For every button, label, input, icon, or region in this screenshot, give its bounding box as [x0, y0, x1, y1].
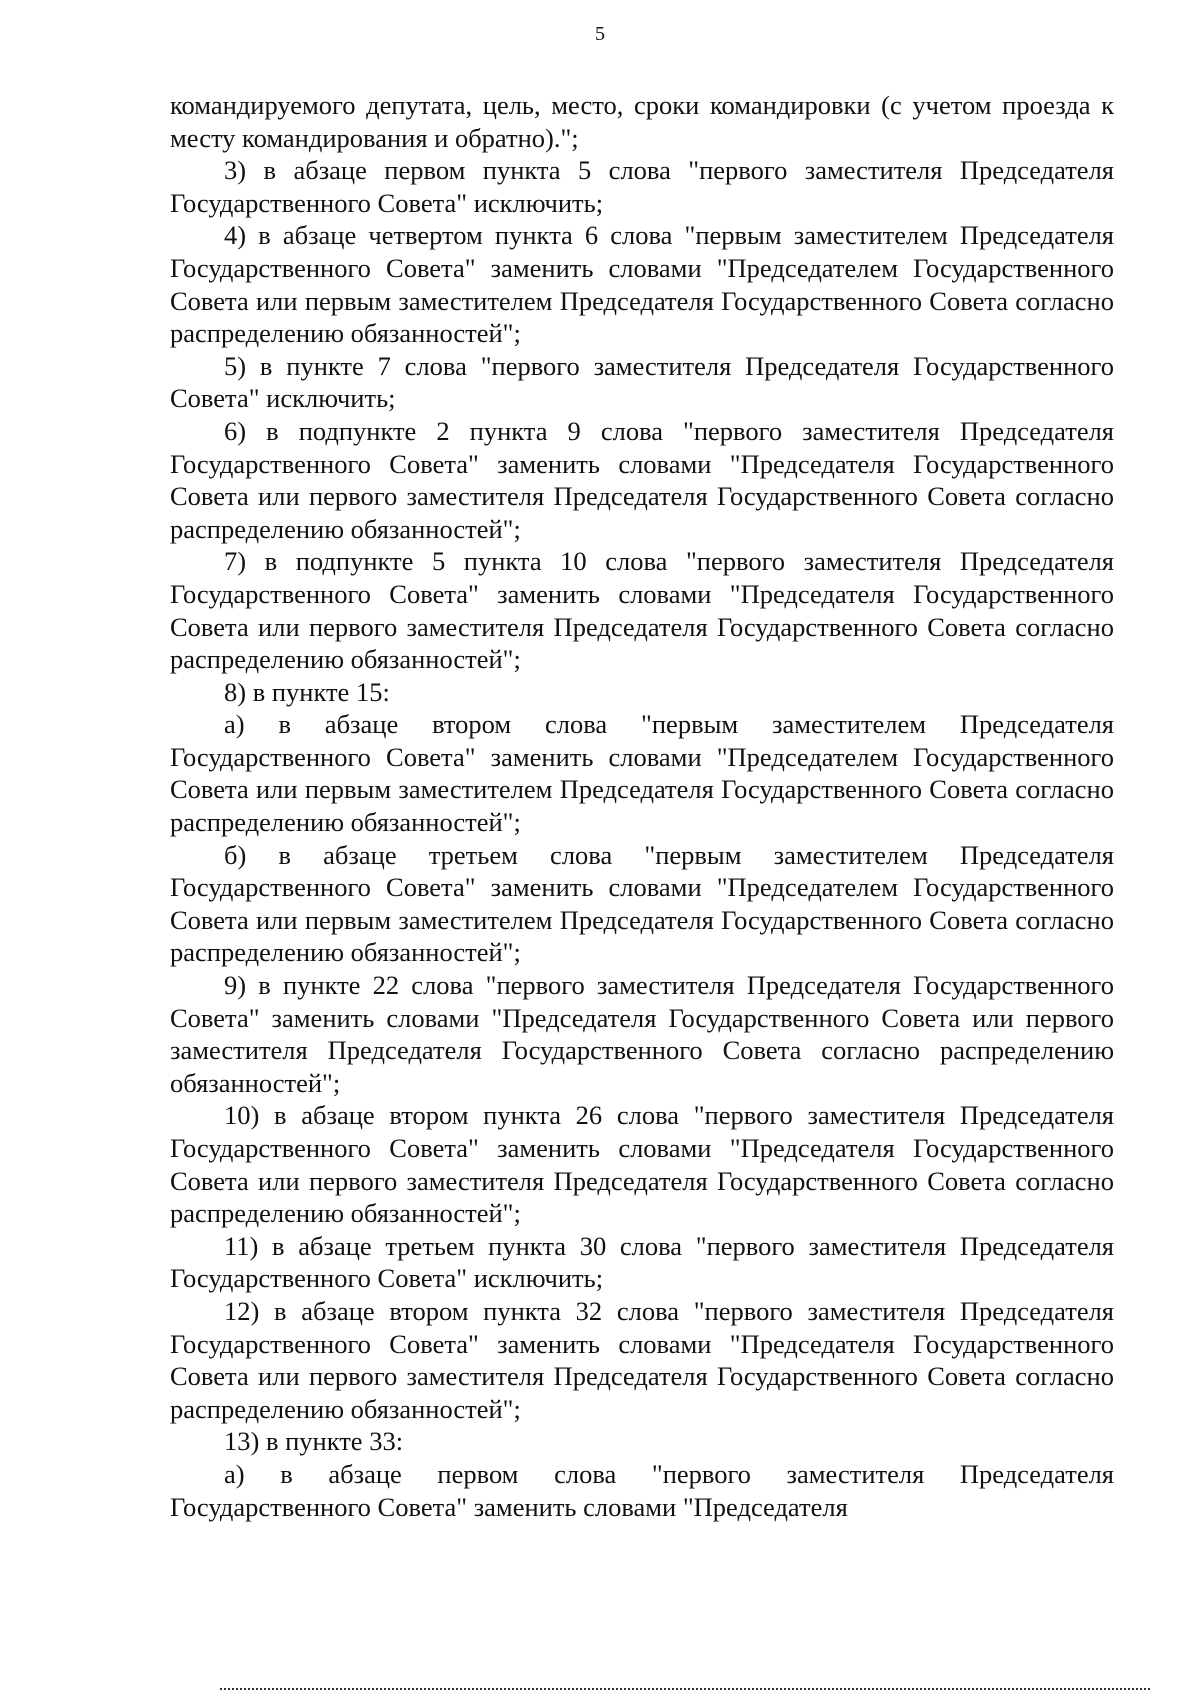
page-number: 5 — [595, 23, 605, 45]
paragraph-item-8a: а) в абзаце втором слова "первым заместителем Председателя Государственного Совета" заменить словами "Председателем Государственного Совета или первым заместителем Председателя Государственного Совета согласно распределению обязанностей"; — [170, 709, 1114, 838]
document-body — [170, 89, 1114, 1523]
paragraph-item-8b: б) в абзаце третьем слова "первым заместителем Председателя Государственного Совета" заменить словами "Председателем Государственного Совета или первым заместителем Председателя Государственного Совета согласно распределению обязанностей"; — [170, 839, 1114, 968]
paragraph-item-6: 6) в подпункте 2 пункта 9 слова "первого заместителя Председателя Государственного Совета" заменить словами "Председателя Государственного Совета или первого заместителя Председателя Государственного Совета согласно распределению обязанностей"; — [170, 415, 1114, 544]
paragraph-item-12: 12) в абзаце втором пункта 32 слова "первого заместителя Председателя Государственного Совета" заменить словами "Председателя Государственного Совета или первого заместителя Председателя Государственного Совета согласно распределению обязанностей"; — [170, 1295, 1114, 1424]
paragraph-item-5: 5) в пункте 7 слова "первого заместителя Председателя Государственного Совета" исключить; — [170, 350, 1114, 414]
paragraph-item-7: 7) в подпункте 5 пункта 10 слова "первого заместителя Председателя Государственного Совета" заменить словами "Председателя Государственного Совета или первого заместителя Председателя Государственного Совета согласно распределению обязанностей"; — [170, 546, 1114, 675]
page-footer-rule — [220, 1688, 1150, 1694]
paragraph-item-8: 8) в пункте 15: — [224, 676, 390, 707]
paragraph-item-13a: а) в абзаце первом слова "первого заместителя Председателя Государственного Совета" заменить словами "Председателя — [170, 1458, 1114, 1522]
paragraph-item-11: 11) в абзаце третьем пункта 30 слова "первого заместителя Председателя Государственного Совета" исключить; — [170, 1230, 1114, 1294]
paragraph-continuation: командируемого депутата, цель, место, сроки командировки (с учетом проезда к месту командирования и обратно)."; — [170, 90, 1114, 153]
paragraph-item-3: 3) в абзаце первом пункта 5 слова "первого заместителя Председателя Государственного Совета" исключить; — [170, 155, 1114, 218]
paragraph-item-9: 9) в пункте 22 слова "первого заместителя Председателя Государственного Совета" заменить словами "Председателя Государственного Совета или первого заместителя Председателя Государственного Совета согласно распределению обязанностей"; — [170, 970, 1114, 1098]
paragraph-item-4: 4) в абзаце четвертом пункта 6 слова "первым заместителем Председателя Государственного Совета" заменить словами "Председателем Государственного Совета или первым заместителем Председателя Государственного Совета согласно распределению обязанностей"; — [170, 220, 1114, 349]
paragraph-item-10: 10) в абзаце втором пункта 26 слова "первого заместителя Председателя Государственного Совета" заменить словами "Председателя Государственного Совета или первого заместителя Председателя Государственного Совета согласно распределению обязанностей"; — [170, 1100, 1114, 1229]
paragraph-item-13: 13) в пункте 33: — [224, 1426, 404, 1457]
